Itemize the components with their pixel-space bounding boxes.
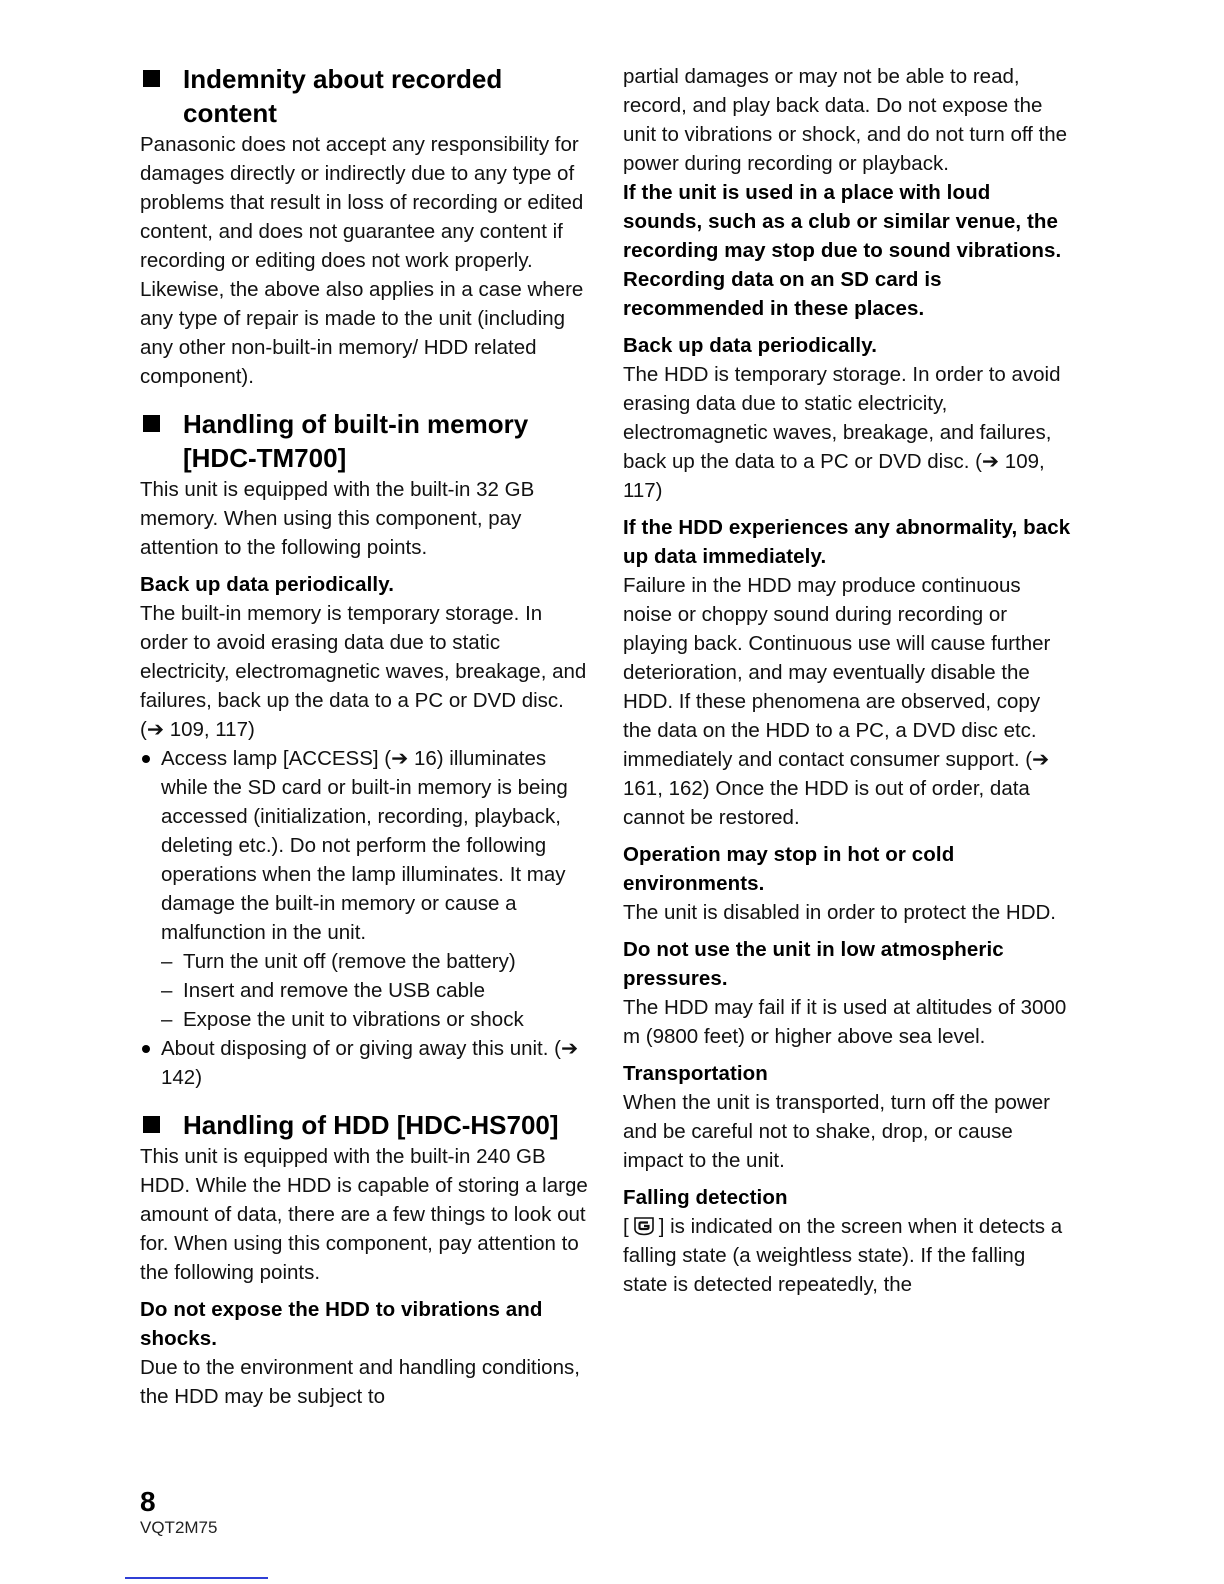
dash-item: – Expose the unit to vibrations or shock [140,1005,590,1034]
indemnity-body: Panasonic does not accept any responsibility for damages directly or indirectly due to any type of problems that result in loss of recording or edited content, and does not guarantee any content if recording or editing does not work properly. Likewise, the above also applies in a case where any type of repair is made to the unit (including any other non-built-in memory/ HDD related component). [140,133,584,388]
transport-heading: Transportation [623,1062,768,1085]
pressure-heading: Do not use the unit in low atmospheric pressures. [623,938,1004,990]
page-number: 8 [140,1486,156,1517]
bullet-item-access-lamp: Access lamp [ACCESS] (➔ 16) illuminates while the SD card or built-in memory is being accessed (initialization, recording, playback, deleting etc.). Do not perform the following operations when the lamp illuminates. It may damage the built-in memory or cause a malfunction in the unit. [140,744,590,947]
section-heading-hdd: Handling of HDD [HDC-HS700] [140,1108,590,1142]
abnormality-body: Failure in the HDD may produce continuous noise or choppy sound during recording or playing back. Continuous use will cause further deterioration, and may eventually disable the HDD. If these phenomena are observed, copy the data on the HDD to a PC, a DVD disc etc. immediately and contact consumer support. (➔ 161, 162) Once the HDD is out of order, data cannot be restored. [623,574,1051,829]
abnormality-heading: If the HDD experiences any abnormality, back up data immediately. [623,516,1071,568]
temperature-heading: Operation may stop in hot or cold environments. [623,843,955,895]
right-column [623,62,1071,1299]
bullet-dot-icon [142,1045,150,1053]
section-heading-indemnity: Indemnity about recorded content [140,62,590,130]
document-code: VQT2M75 [140,1518,218,1537]
falling-body: [ ] is indicated on the screen when it detects a falling state (a weightless state). If the falling state is detected repeatedly, the [623,1215,1063,1296]
hdd-vibration-body-start: Due to the environment and handling conditions, the HDD may be subject to [140,1356,580,1408]
hdd-vibration-heading: Do not expose the HDD to vibrations and shocks. [140,1298,543,1350]
dash-icon: – [161,1008,173,1031]
builtin-backup-heading: Back up data periodically. [140,573,394,596]
section-heading-builtin-memory: Handling of built-in memory [HDC-TM700] [140,407,590,475]
hdd-backup-heading: Back up data periodically. [623,334,877,357]
transport-body: When the unit is transported, turn off the power and be careful not to shake, drop, or cause impact to the unit. [623,1091,1050,1172]
hdd-backup-body: The HDD is temporary storage. In order to avoid erasing data due to static electricity, electromagnetic waves, breakage, and failures, back up the data to a PC or DVD disc. (➔ 109, 117) [623,363,1061,502]
left-column [140,62,590,1411]
square-bullet-icon [143,415,160,432]
square-bullet-icon [143,1116,160,1133]
loud-sound-warning: If the unit is used in a place with loud sounds, such as a club or similar venue, the recording may stop due to sound vibrations. Recording data on an SD card is recommended in these places. [623,181,1062,320]
dash-icon: – [161,979,173,1002]
builtin-backup-body: The built-in memory is temporary storage. In order to avoid erasing data due to static electricity, electromagnetic waves, breakage, and failures, back up the data to a PC or DVD disc. (➔ 109, 117) [140,602,587,741]
bullet-dot-icon [142,755,150,763]
hdd-vibration-body-cont: partial damages or may not be able to read, record, and play back data. Do not expose the unit to vibrations or shock, and do not turn off the power during recording or playback. [623,65,1068,175]
dash-item: – Turn the unit off (remove the battery) [140,947,590,976]
builtin-memory-intro: This unit is equipped with the built-in 32 GB memory. When using this component, pay attention to the following points. [140,478,535,559]
temperature-body: The unit is disabled in order to protect the HDD. [623,901,1056,924]
hdd-intro: This unit is equipped with the built-in 240 GB HDD. While the HDD is capable of storing a large amount of data, there are a few things to look out for. When using this component, pay attention to the following points. [140,1145,588,1284]
square-bullet-icon [143,70,160,87]
dash-item: – Insert and remove the USB cable [140,976,590,1005]
pressure-body: The HDD may fail if it is used at altitudes of 3000 m (9800 feet) or higher above sea level. [623,996,1067,1048]
bullet-item-disposing: About disposing of or giving away this unit. (➔ 142) [140,1034,590,1092]
dash-icon: – [161,950,173,973]
footer-divider [125,1577,268,1579]
falling-heading: Falling detection [623,1186,788,1209]
falling-detection-icon [633,1216,655,1236]
